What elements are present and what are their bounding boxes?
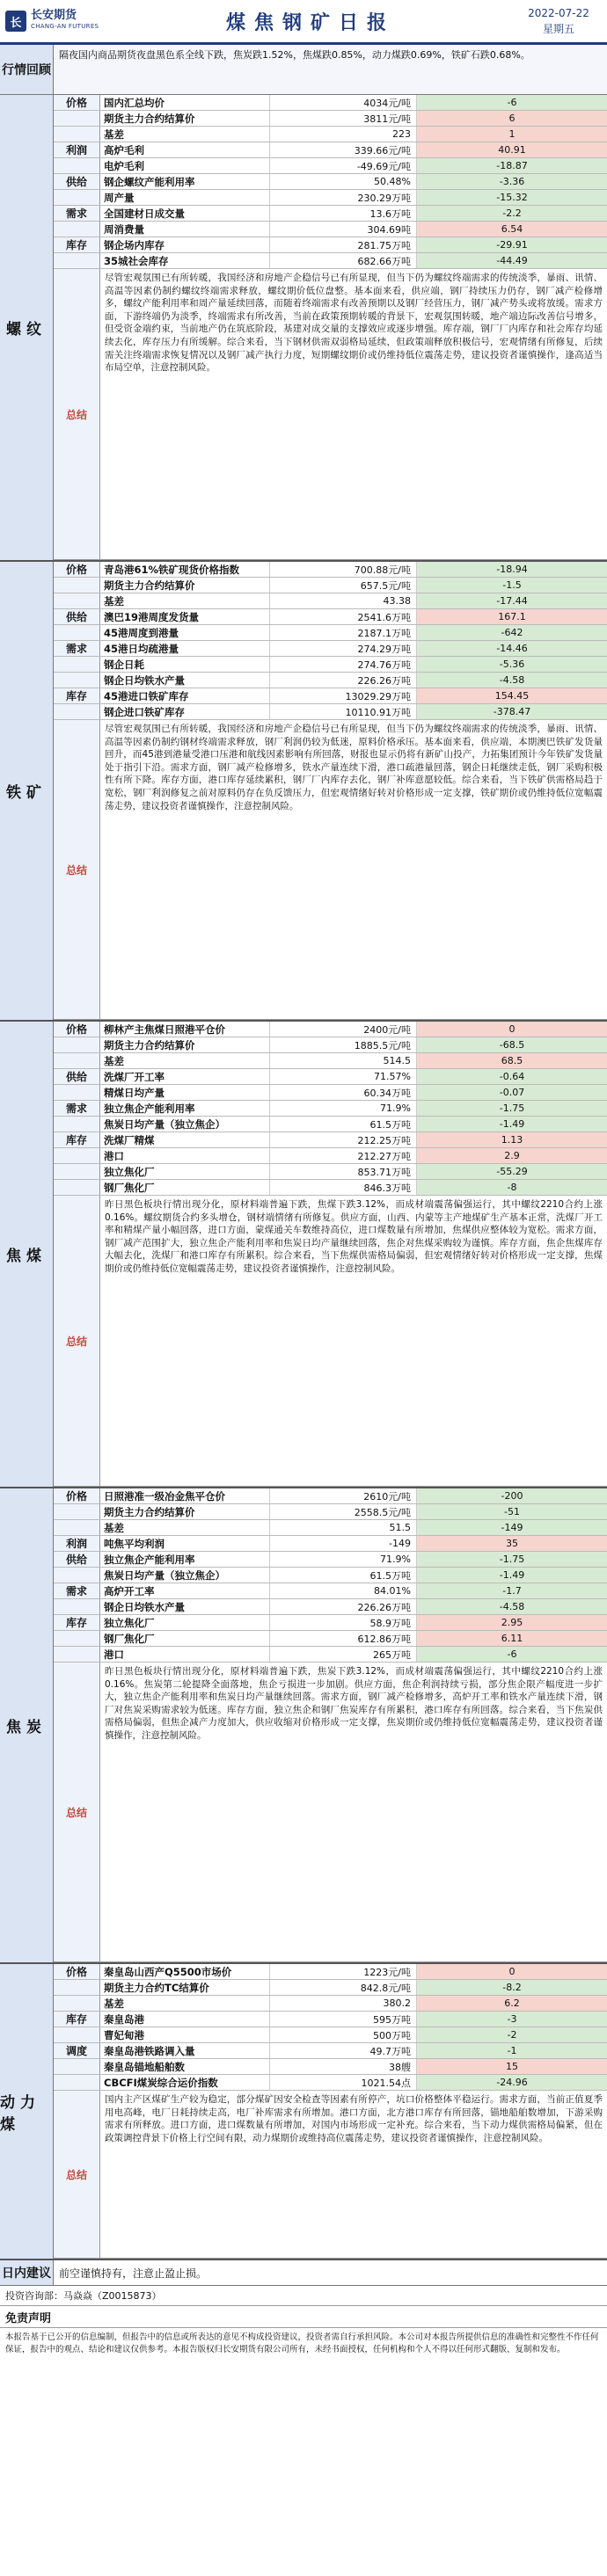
indicator-value: 339.66元/吨 bbox=[270, 142, 417, 157]
indicator-change: 167.1 bbox=[417, 609, 607, 624]
market-review-label: 行情回顾 bbox=[0, 45, 54, 94]
indicator-value: 304.69吨 bbox=[270, 222, 417, 236]
indicator-name: 焦炭日均产量（独立焦企） bbox=[100, 1568, 270, 1583]
report-date: 2022-07-22 bbox=[528, 7, 589, 19]
section-name: 动力煤 bbox=[0, 1964, 54, 2259]
section-name: 铁矿 bbox=[0, 562, 54, 1020]
summary-text: 尽管宏观氛围已有所转暖，我国经济和房地产企稳信号已有所显现，但当下仍为螺纹终端需求的传统淡季，暴雨、讯情、高温等因素仍制约钢材终端需求释放，钢厂利润仍较为低迷，原料价格承压。基本面来看，供应端，本期澳巴铁矿发货量回升，而45港到港量受港口压港和航线因素影响有所回落，财报也显示仍将有新矿山投产，力拓集团预计今年铁矿发货量处于指引下沿。需求方面，钢厂减产检修增多，铁水产量连续下滑，港口疏港量回落，钢企日耗继续走低，钢厂采购积极性有所下降。库存方面，港口库存延续累积，钢厂厂内库存去化，钢厂补库意愿较低。综合来看，当下铁矿供需格局趋于宽松，钢厂利润修复之前对原料仍存在负反馈压力，但宏观情绪好转对价格形成一定支撑，铁矿期价或仍维持低位宽幅震荡走势，建议投资者谨慎操作，注意控制风险。 bbox=[105, 724, 603, 811]
indicator-change: -200 bbox=[417, 1488, 607, 1503]
indicator-name: 秦皇岛港 bbox=[100, 2012, 270, 2027]
indicator-change: 154.45 bbox=[417, 688, 607, 703]
section-name: 焦炭 bbox=[0, 1488, 54, 1962]
commodity-sections bbox=[0, 95, 607, 2260]
indicator-change: -18.87 bbox=[417, 158, 607, 173]
indicator-category bbox=[54, 127, 100, 142]
indicator-change: 40.91 bbox=[417, 142, 607, 157]
indicator-row bbox=[54, 158, 607, 174]
indicator-row bbox=[54, 1536, 607, 1552]
indicator-value: 2558.5元/吨 bbox=[270, 1504, 417, 1519]
indicator-change: 2.95 bbox=[417, 1615, 607, 1630]
indicator-category bbox=[54, 1180, 100, 1195]
report-title: 煤焦钢矿日报 bbox=[225, 11, 395, 34]
indicator-row bbox=[54, 1101, 607, 1117]
summary-label: 总结 bbox=[54, 1196, 100, 1486]
market-review-text: 隔夜国内商品期货夜盘黑色系全线下跌，焦炭跌1.52%，焦煤跌0.85%，动力煤跌0.69%，铁矿石跌0.68%。 bbox=[54, 45, 607, 94]
indicator-value: -49.69元/吨 bbox=[270, 158, 417, 173]
indicator-name: 青岛港61%铁矿现货价格指数 bbox=[100, 562, 270, 577]
indicator-category: 库存 bbox=[54, 2012, 100, 2027]
indicator-change: -3 bbox=[417, 2012, 607, 2027]
summary-label: 总结 bbox=[54, 2091, 100, 2258]
indicator-name: 期货主力合约TC结算价 bbox=[100, 1980, 270, 1995]
indicator-change: -149 bbox=[417, 1520, 607, 1535]
indicator-row bbox=[54, 190, 607, 206]
indicator-name: 独立焦企产能利用率 bbox=[100, 1101, 270, 1116]
section-2 bbox=[0, 1022, 607, 1488]
indicator-category bbox=[54, 1148, 100, 1163]
indicator-value: 71.9% bbox=[270, 1101, 417, 1116]
section-1 bbox=[0, 562, 607, 1022]
indicator-row bbox=[54, 1980, 607, 1996]
indicator-name: 港口 bbox=[100, 1647, 270, 1662]
indicator-name: 45港日均疏港量 bbox=[100, 641, 270, 656]
indicator-row bbox=[54, 1647, 607, 1663]
indicator-change: -55.29 bbox=[417, 1164, 607, 1179]
indicator-change: -15.32 bbox=[417, 190, 607, 205]
indicator-name: 期货主力合约结算价 bbox=[100, 1037, 270, 1052]
indicator-value: 51.5 bbox=[270, 1520, 417, 1535]
indicator-change: -29.91 bbox=[417, 237, 607, 252]
indicator-name: 柳林产主焦煤日照港平仓价 bbox=[100, 1022, 270, 1037]
indicator-category bbox=[54, 2027, 100, 2042]
indicator-name: 周消费量 bbox=[100, 222, 270, 236]
indicator-change: -6 bbox=[417, 1647, 607, 1662]
indicator-name: 精煤日均产量 bbox=[100, 1085, 270, 1100]
indicator-change: -378.47 bbox=[417, 704, 607, 719]
indicator-category: 库存 bbox=[54, 237, 100, 252]
indicator-category: 利润 bbox=[54, 1536, 100, 1551]
indicator-name: 秦皇岛锚地船舶数 bbox=[100, 2059, 270, 2074]
indicator-value: 84.01% bbox=[270, 1583, 417, 1598]
indicator-row bbox=[54, 1504, 607, 1520]
indicator-value: -149 bbox=[270, 1536, 417, 1551]
indicator-value: 842.8元/吨 bbox=[270, 1980, 417, 1995]
indicator-row bbox=[54, 1488, 607, 1504]
indicator-name: 澳巴19港周度发货量 bbox=[100, 609, 270, 624]
report-header bbox=[0, 0, 607, 45]
indicator-value: 212.27万吨 bbox=[270, 1148, 417, 1163]
indicator-name: 钢企日耗 bbox=[100, 657, 270, 672]
indicator-change: -6 bbox=[417, 95, 607, 110]
indicator-change: -0.07 bbox=[417, 1085, 607, 1100]
indicator-name: 吨焦平均利润 bbox=[100, 1536, 270, 1551]
indicator-name: 基差 bbox=[100, 1053, 270, 1068]
indicator-value: 212.25万吨 bbox=[270, 1132, 417, 1147]
indicator-category bbox=[54, 704, 100, 719]
indicator-category bbox=[54, 1568, 100, 1583]
indicator-row bbox=[54, 1583, 607, 1599]
indicator-value: 1021.54点 bbox=[270, 2075, 417, 2090]
consultant-line: 投资咨询部：马焱焱（Z0015873） bbox=[0, 2286, 607, 2306]
indicator-row bbox=[54, 2043, 607, 2059]
indicator-value: 3811元/吨 bbox=[270, 111, 417, 126]
indicator-row bbox=[54, 704, 607, 720]
indicator-category bbox=[54, 1647, 100, 1662]
indicator-change: 68.5 bbox=[417, 1053, 607, 1068]
section-4 bbox=[0, 1964, 607, 2260]
indicator-row bbox=[54, 127, 607, 142]
indicator-change: 6.2 bbox=[417, 1996, 607, 2011]
indicator-row bbox=[54, 111, 607, 127]
indicator-name: 钢企日均铁水产量 bbox=[100, 1599, 270, 1614]
indicator-value: 226.26万吨 bbox=[270, 1599, 417, 1614]
indicator-change: 6.54 bbox=[417, 222, 607, 236]
indicator-value: 700.88元/吨 bbox=[270, 562, 417, 577]
indicator-change: 35 bbox=[417, 1536, 607, 1551]
indicator-row bbox=[54, 237, 607, 253]
indicator-name: 曹妃甸港 bbox=[100, 2027, 270, 2042]
indicator-value: 853.71万吨 bbox=[270, 1164, 417, 1179]
indicator-row bbox=[54, 1520, 607, 1536]
logo-mark: 长 bbox=[5, 11, 26, 32]
section-name: 螺纹 bbox=[0, 95, 54, 560]
indicator-value: 380.2 bbox=[270, 1996, 417, 2011]
indicator-row bbox=[54, 1599, 607, 1615]
indicator-row bbox=[54, 253, 607, 269]
indicator-category: 价格 bbox=[54, 1488, 100, 1503]
company-logo bbox=[0, 10, 111, 33]
indicator-category: 价格 bbox=[54, 1022, 100, 1037]
indicator-category: 调度 bbox=[54, 2043, 100, 2058]
indicator-value: 60.34万吨 bbox=[270, 1085, 417, 1100]
section-summary bbox=[54, 269, 607, 560]
indicator-change: -1.75 bbox=[417, 1101, 607, 1116]
indicator-row bbox=[54, 641, 607, 657]
indicator-name: 基差 bbox=[100, 127, 270, 142]
indicator-category bbox=[54, 158, 100, 173]
indicator-change: 0 bbox=[417, 1022, 607, 1037]
indicator-row bbox=[54, 673, 607, 688]
indicator-category bbox=[54, 1996, 100, 2011]
indicator-change: 1 bbox=[417, 127, 607, 142]
indicator-change: -5.36 bbox=[417, 657, 607, 672]
indicator-row bbox=[54, 2012, 607, 2027]
indicator-change: -2 bbox=[417, 2027, 607, 2042]
indicator-value: 682.66万吨 bbox=[270, 253, 417, 268]
indicator-category: 需求 bbox=[54, 1101, 100, 1116]
indicator-row bbox=[54, 1164, 607, 1180]
indicator-value: 2187.1万吨 bbox=[270, 625, 417, 640]
indicator-name: 期货主力合约结算价 bbox=[100, 1504, 270, 1519]
indicator-category bbox=[54, 1037, 100, 1052]
summary-label: 总结 bbox=[54, 269, 100, 559]
indicator-category bbox=[54, 1520, 100, 1535]
indicator-category: 供给 bbox=[54, 1552, 100, 1567]
indicator-category: 价格 bbox=[54, 562, 100, 577]
indicator-name: 焦炭日均产量（独立焦企） bbox=[100, 1117, 270, 1132]
indicator-change: -642 bbox=[417, 625, 607, 640]
indicator-row bbox=[54, 2027, 607, 2043]
indicator-name: 电炉毛利 bbox=[100, 158, 270, 173]
indicator-row bbox=[54, 609, 607, 625]
indicator-name: 钢企场内库存 bbox=[100, 237, 270, 252]
indicator-name: CBCFI煤炭综合运价指数 bbox=[100, 2075, 270, 2090]
indicator-name: 钢厂焦化厂 bbox=[100, 1631, 270, 1646]
indicator-change: -0.64 bbox=[417, 1069, 607, 1084]
indicator-row bbox=[54, 95, 607, 111]
indicator-category bbox=[54, 2059, 100, 2074]
indicator-value: 4034元/吨 bbox=[270, 95, 417, 110]
section-3 bbox=[0, 1488, 607, 1964]
indicator-value: 71.57% bbox=[270, 1069, 417, 1084]
indicator-category: 库存 bbox=[54, 1615, 100, 1630]
intraday-advice-text: 前空谨慎持有，注意止盈止损。 bbox=[59, 2267, 208, 2280]
indicator-category bbox=[54, 2075, 100, 2090]
indicator-name: 洗煤厂精煤 bbox=[100, 1132, 270, 1147]
indicator-change: -1 bbox=[417, 2043, 607, 2058]
indicator-category bbox=[54, 1599, 100, 1614]
indicator-change: -8.2 bbox=[417, 1980, 607, 1995]
summary-text: 昨日黑色板块行情出现分化，原材料端普遍下跌，焦煤下跌3.12%，而成材端震荡偏强运行，其中螺纹2210合约上涨0.16%。螺纹期货合约多头增仓，钢材端情绪有所修复。供应方面，山西、内蒙等主产地煤矿生产基本正常，洗煤厂开工率和精煤产量小幅回落，进口方面，蒙煤通关车数维持高位，进口煤数量有所增加，焦煤供应整体较为宽松。需求方面，钢厂减产范围扩大，独立焦企产能利用率和焦炭日均产量继续回落，焦企对焦煤采购较为谨慎。库存方面，焦企焦煤库存大幅去化，洗煤厂和港口库存有所累积。综合来看，当下焦煤供需格局偏弱，但宏观情绪好转对价格形成一定支撑，焦煤期价或仍维持低位宽幅震荡走势，建议投资者谨慎操作，注意控制风险。 bbox=[105, 1199, 603, 1274]
intraday-advice-label: 日内建议 bbox=[0, 2260, 54, 2285]
indicator-category: 供给 bbox=[54, 1069, 100, 1084]
indicator-category bbox=[54, 1164, 100, 1179]
section-name: 焦煤 bbox=[0, 1022, 54, 1487]
indicator-name: 钢企进口铁矿库存 bbox=[100, 704, 270, 719]
indicator-change: -8 bbox=[417, 1180, 607, 1195]
indicator-row bbox=[54, 1053, 607, 1069]
indicator-name: 期货主力合约结算价 bbox=[100, 578, 270, 593]
indicator-change: -1.7 bbox=[417, 1583, 607, 1598]
indicator-value: 49.7万吨 bbox=[270, 2043, 417, 2058]
indicator-value: 13029.29万吨 bbox=[270, 688, 417, 703]
indicator-change: 6.11 bbox=[417, 1631, 607, 1646]
indicator-value: 226.26万吨 bbox=[270, 673, 417, 688]
summary-text: 国内主产区煤矿生产较为稳定，部分煤矿因安全检查等因素有所停产，坑口价格整体平稳运行。需求方面，当前正值夏季用电高峰，电厂日耗持续走高，电厂补库需求有所增加。港口方面，北方港口库存有所回落，锚地船舶数增加，下游采购需求有所释放。进口方面，进口煤数量有所增加，对国内市场形成一定补充。综合来看，当下动力煤供需格局偏紧，但在政策调控背景下价格上行空间有限，动力煤期价或维持高位震荡走势，建议投资者谨慎操作，注意控制风险。 bbox=[105, 2094, 603, 2143]
indicator-row bbox=[54, 688, 607, 704]
indicator-row bbox=[54, 657, 607, 673]
indicator-row bbox=[54, 578, 607, 593]
indicator-value: 2400元/吨 bbox=[270, 1022, 417, 1037]
market-review bbox=[0, 45, 607, 95]
indicator-row bbox=[54, 1568, 607, 1583]
indicator-value: 58.9万吨 bbox=[270, 1615, 417, 1630]
indicator-value: 43.38 bbox=[270, 593, 417, 608]
indicator-row bbox=[54, 1037, 607, 1053]
indicator-category bbox=[54, 657, 100, 672]
indicator-name: 独立焦化厂 bbox=[100, 1615, 270, 1630]
indicator-category bbox=[54, 1631, 100, 1646]
summary-text: 尽管宏观氛围已有所转暖，我国经济和房地产企稳信号已有所显现，但当下仍为螺纹终端需求的传统淡季，暴雨、讯情、高温等因素仍制约螺纹终端需求释放，螺纹期价低位盘整。基本面来看，供应端，钢厂持续压力仍存，钢厂减产检修增多，螺纹产能利用率和周产量延续回落，而随着终端需求有改善预期以及钢厂经营压力，钢厂减产势头或将放缓。需求方面，下游终端仍为淡季，终端需求有所改善，当前在政策预期转暖的背景下，宏观氛围转暖，地产端边际改善信号增多，但受资金端约束，当前地产仍在筑底阶段，基建对成交量的支撑效应或逐步增强。库存端，钢厂厂内库存和社会库存均延续去化，库存压力有所缓解。综合来看，当下钢材供需双弱格局延续，但政策端释放积极信号，宏观情绪有所修复，后续需关注终端需求恢复情况以及钢厂减产执行力度，短期螺纹期价或仍维持低位震荡走势，建议投资者谨慎操作，逢高适当布局空单，注意控制风险。 bbox=[105, 273, 603, 374]
indicator-change: -44.49 bbox=[417, 253, 607, 268]
indicator-change: -17.44 bbox=[417, 593, 607, 608]
indicator-category bbox=[54, 222, 100, 236]
indicator-row bbox=[54, 1964, 607, 1980]
indicator-name: 秦皇岛港铁路调入量 bbox=[100, 2043, 270, 2058]
report-date-box bbox=[510, 5, 607, 37]
indicator-row bbox=[54, 222, 607, 237]
indicator-value: 10110.91万吨 bbox=[270, 704, 417, 719]
indicator-row bbox=[54, 1552, 607, 1568]
disclaimer-title: 免责声明 bbox=[0, 2306, 607, 2328]
indicator-change: -51 bbox=[417, 1504, 607, 1519]
indicator-name: 周产量 bbox=[100, 190, 270, 205]
indicator-row bbox=[54, 562, 607, 578]
intraday-advice bbox=[0, 2260, 607, 2286]
indicator-value: 230.29万吨 bbox=[270, 190, 417, 205]
indicator-category: 需求 bbox=[54, 206, 100, 221]
indicator-name: 高炉毛利 bbox=[100, 142, 270, 157]
indicator-change: 15 bbox=[417, 2059, 607, 2074]
indicator-change: -4.58 bbox=[417, 673, 607, 688]
indicator-name: 日照港准一级冶金焦平仓价 bbox=[100, 1488, 270, 1503]
indicator-change: 0 bbox=[417, 1964, 607, 1979]
indicator-category: 需求 bbox=[54, 641, 100, 656]
section-summary bbox=[54, 720, 607, 1020]
indicator-value: 612.86万吨 bbox=[270, 1631, 417, 1646]
indicator-value: 500万吨 bbox=[270, 2027, 417, 2042]
logo-name-cn: 长安期货 bbox=[31, 9, 77, 22]
indicator-change: -14.46 bbox=[417, 641, 607, 656]
indicator-value: 13.6万吨 bbox=[270, 206, 417, 221]
indicator-value: 274.76万吨 bbox=[270, 657, 417, 672]
indicator-row bbox=[54, 1022, 607, 1037]
indicator-value: 61.5万吨 bbox=[270, 1117, 417, 1132]
indicator-value: 657.5元/吨 bbox=[270, 578, 417, 593]
indicator-category bbox=[54, 1980, 100, 1995]
indicator-change: -1.5 bbox=[417, 578, 607, 593]
indicator-category bbox=[54, 1085, 100, 1100]
indicator-row bbox=[54, 142, 607, 158]
indicator-name: 钢企日均铁水产量 bbox=[100, 673, 270, 688]
indicator-name: 钢企螺纹产能利用率 bbox=[100, 174, 270, 189]
indicator-row bbox=[54, 593, 607, 609]
summary-text: 昨日黑色板块行情出现分化，原材料端普遍下跌，焦炭下跌3.12%，而成材端震荡偏强运行，其中螺纹2210合约上涨0.16%。焦炭第二轮提降全面落地，焦企亏损进一步加剧。供应方面，焦企利润持续亏损，部分焦企限产幅度进一步扩大，独立焦企产能利用率和焦炭日均产量继续回落。需求方面，钢厂减产检修增多，高炉开工率和铁水产量连续下滑，钢厂对焦炭采购需求较为低迷。库存方面，独立焦企和钢厂焦炭库存有所累积，港口库存有所回落。综合来看，当下焦炭供需格局偏弱，但焦企减产力度加大，供应收缩对价格形成一定支撑，焦炭期价或仍维持低位宽幅震荡走势，建议投资者谨慎操作，注意控制风险。 bbox=[105, 1666, 603, 1741]
indicator-change: 2.9 bbox=[417, 1148, 607, 1163]
indicator-change: -18.94 bbox=[417, 562, 607, 577]
indicator-category bbox=[54, 593, 100, 608]
indicator-category: 库存 bbox=[54, 688, 100, 703]
indicator-value: 38艘 bbox=[270, 2059, 417, 2074]
indicator-row bbox=[54, 625, 607, 641]
indicator-value: 2610元/吨 bbox=[270, 1488, 417, 1503]
indicator-row bbox=[54, 2059, 607, 2075]
indicator-change: -2.2 bbox=[417, 206, 607, 221]
indicator-change: 6 bbox=[417, 111, 607, 126]
indicator-row bbox=[54, 206, 607, 222]
indicator-category bbox=[54, 625, 100, 640]
section-summary bbox=[54, 2091, 607, 2259]
indicator-category bbox=[54, 1504, 100, 1519]
indicator-row bbox=[54, 1069, 607, 1085]
indicator-change: -1.49 bbox=[417, 1117, 607, 1132]
indicator-category bbox=[54, 1117, 100, 1132]
indicator-name: 洗煤厂开工率 bbox=[100, 1069, 270, 1084]
indicator-category bbox=[54, 673, 100, 688]
indicator-row bbox=[54, 2075, 607, 2091]
indicator-category: 库存 bbox=[54, 1132, 100, 1147]
disclaimer-text: 本报告基于已公开的信息编制，但报告中的信息或所表达的意见不构成投资建议，投资者需自行承担风险。本公司对本报告所提供信息的准确性和完整性不作任何保证，报告中的观点、结论和建议仅供参考。本报告版权归长安期货有限公司所有，未经书面授权，任何机构和个人不得以任何形式翻版、复制和发布。 bbox=[5, 2332, 599, 2354]
section-summary bbox=[54, 1663, 607, 1962]
indicator-value: 71.9% bbox=[270, 1552, 417, 1567]
indicator-change: -4.58 bbox=[417, 1599, 607, 1614]
indicator-change: -3.36 bbox=[417, 174, 607, 189]
indicator-category: 需求 bbox=[54, 1583, 100, 1598]
indicator-value: 595万吨 bbox=[270, 2012, 417, 2027]
indicator-category bbox=[54, 578, 100, 593]
indicator-name: 期货主力合约结算价 bbox=[100, 111, 270, 126]
indicator-value: 2541.6万吨 bbox=[270, 609, 417, 624]
indicator-name: 钢厂焦化厂 bbox=[100, 1180, 270, 1195]
summary-label: 总结 bbox=[54, 720, 100, 1019]
indicator-row bbox=[54, 1132, 607, 1148]
indicator-value: 50.48% bbox=[270, 174, 417, 189]
indicator-row bbox=[54, 174, 607, 190]
indicator-value: 1223元/吨 bbox=[270, 1964, 417, 1979]
indicator-name: 国内汇总均价 bbox=[100, 95, 270, 110]
indicator-row bbox=[54, 1117, 607, 1132]
indicator-category bbox=[54, 190, 100, 205]
section-0 bbox=[0, 95, 607, 562]
indicator-name: 秦皇岛山西产Q5500市场价 bbox=[100, 1964, 270, 1979]
indicator-category: 利润 bbox=[54, 142, 100, 157]
indicator-name: 45港进口铁矿库存 bbox=[100, 688, 270, 703]
indicator-change: -1.75 bbox=[417, 1552, 607, 1567]
summary-label: 总结 bbox=[54, 1663, 100, 1961]
indicator-value: 846.3万吨 bbox=[270, 1180, 417, 1195]
indicator-row bbox=[54, 1085, 607, 1101]
indicator-change: 1.13 bbox=[417, 1132, 607, 1147]
indicator-row bbox=[54, 1996, 607, 2012]
indicator-value: 265万吨 bbox=[270, 1647, 417, 1662]
report-weekday: 星期五 bbox=[542, 23, 574, 35]
indicator-category: 价格 bbox=[54, 95, 100, 110]
indicator-value: 223 bbox=[270, 127, 417, 142]
indicator-name: 独立焦化厂 bbox=[100, 1164, 270, 1179]
indicator-change: -24.96 bbox=[417, 2075, 607, 2090]
indicator-name: 45港周度到港量 bbox=[100, 625, 270, 640]
indicator-name: 35城社会库存 bbox=[100, 253, 270, 268]
indicator-name: 港口 bbox=[100, 1148, 270, 1163]
indicator-row bbox=[54, 1180, 607, 1196]
indicator-name: 基差 bbox=[100, 1996, 270, 2011]
indicator-change: -68.5 bbox=[417, 1037, 607, 1052]
indicator-value: 1885.5元/吨 bbox=[270, 1037, 417, 1052]
indicator-value: 61.5万吨 bbox=[270, 1568, 417, 1583]
indicator-value: 514.5 bbox=[270, 1053, 417, 1068]
indicator-category bbox=[54, 1053, 100, 1068]
indicator-name: 独立焦企产能利用率 bbox=[100, 1552, 270, 1567]
indicator-name: 基差 bbox=[100, 593, 270, 608]
indicator-value: 274.29万吨 bbox=[270, 641, 417, 656]
indicator-category: 价格 bbox=[54, 1964, 100, 1979]
section-summary bbox=[54, 1196, 607, 1487]
logo-name-en: CHANG-AN FUTURES bbox=[31, 23, 99, 30]
indicator-name: 全国建材日成交量 bbox=[100, 206, 270, 221]
indicator-category: 供给 bbox=[54, 609, 100, 624]
indicator-row bbox=[54, 1148, 607, 1164]
indicator-name: 基差 bbox=[100, 1520, 270, 1535]
indicator-value: 281.75万吨 bbox=[270, 237, 417, 252]
indicator-category: 供给 bbox=[54, 174, 100, 189]
indicator-category bbox=[54, 111, 100, 126]
indicator-row bbox=[54, 1615, 607, 1631]
indicator-row bbox=[54, 1631, 607, 1647]
indicator-category bbox=[54, 253, 100, 268]
indicator-change: -1.49 bbox=[417, 1568, 607, 1583]
indicator-name: 高炉开工率 bbox=[100, 1583, 270, 1598]
